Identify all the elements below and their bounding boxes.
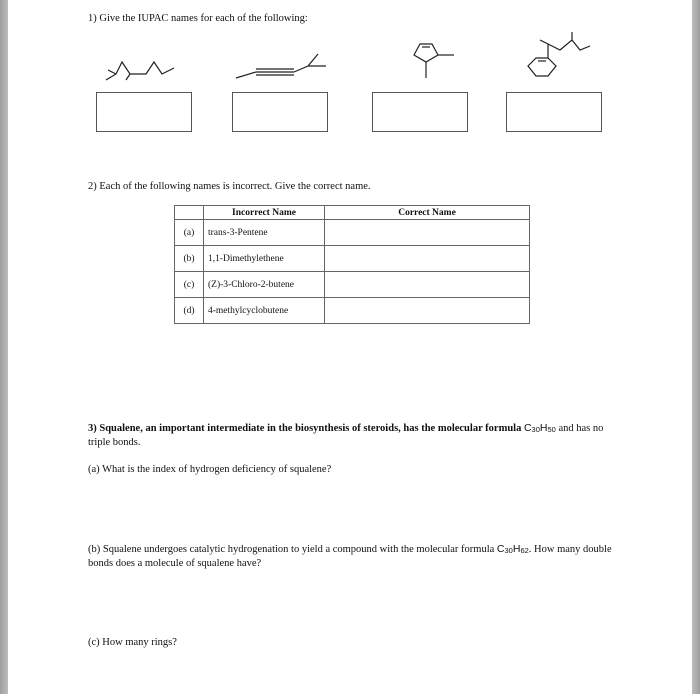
table-row	[175, 220, 530, 246]
table-header-blank	[175, 206, 204, 220]
cyclopentene-structure	[414, 44, 454, 78]
formula2-c-sub: 30	[504, 546, 513, 555]
formula1-h-sub: 50	[547, 425, 556, 434]
incorrect-name: (Z)-3-Chloro-2-butene	[204, 272, 325, 298]
formula2-c: C	[496, 543, 505, 555]
correct-name-cell[interactable]	[325, 246, 530, 272]
question-3c: (c) How many rings?	[88, 637, 177, 648]
question-2-title: 2) Each of the following names is incorrect. Give the correct name.	[88, 181, 371, 192]
q3-intro-before: 3) Squalene, an important intermediate in the biosynthesis of steroids, has the molecular formula	[88, 423, 524, 434]
question-3b	[88, 543, 628, 570]
answer-box-1[interactable]	[96, 92, 192, 132]
question-3-intro	[88, 422, 628, 449]
correct-name-cell[interactable]	[325, 220, 530, 246]
table-header-correct: Correct Name	[325, 206, 530, 220]
correct-name-cell[interactable]	[325, 298, 530, 324]
table-header-incorrect: Incorrect Name	[204, 206, 325, 220]
question-3a: (a) What is the index of hydrogen deficiency of squalene?	[88, 464, 332, 475]
table-row	[175, 272, 530, 298]
formula-c30h62	[497, 543, 529, 555]
page-shadow-right	[692, 0, 700, 694]
formula1-h: H	[539, 422, 548, 434]
table-row	[175, 246, 530, 272]
formula1-c: C	[523, 422, 532, 434]
row-label: (c)	[175, 272, 204, 298]
formula2-h: H	[512, 543, 521, 555]
question-1-title: 1) Give the IUPAC names for each of the following:	[88, 13, 308, 24]
row-label: (d)	[175, 298, 204, 324]
document-page	[8, 0, 692, 694]
alkyne-structure	[236, 54, 326, 78]
q3-intro-after: and has no triple bonds.	[88, 423, 604, 448]
formula2-h-sub: 62	[520, 546, 529, 555]
q3b-before: (b) Squalene undergoes catalytic hydrogenation to yield a compound with the molecular formula	[88, 544, 497, 555]
incorrect-names-table	[174, 205, 530, 324]
table-row	[175, 298, 530, 324]
branched-alkane-structure	[106, 62, 174, 80]
formula1-c-sub: 30	[531, 425, 540, 434]
row-label: (b)	[175, 246, 204, 272]
cyclohexene-structure	[528, 32, 590, 76]
row-label: (a)	[175, 220, 204, 246]
answer-box-3[interactable]	[372, 92, 468, 132]
structures-figure	[8, 0, 692, 90]
incorrect-name: 4-methylcyclobutene	[204, 298, 325, 324]
table-header-row	[175, 206, 530, 220]
answer-box-4[interactable]	[506, 92, 602, 132]
q3b-after: . How many double bonds does a molecule of squalene have?	[88, 544, 612, 569]
incorrect-name: 1,1-Dimethylethene	[204, 246, 325, 272]
incorrect-name: trans-3-Pentene	[204, 220, 325, 246]
answer-box-2[interactable]	[232, 92, 328, 132]
page-shadow-left	[0, 0, 8, 694]
correct-name-cell[interactable]	[325, 272, 530, 298]
formula-c30h50	[524, 422, 556, 434]
